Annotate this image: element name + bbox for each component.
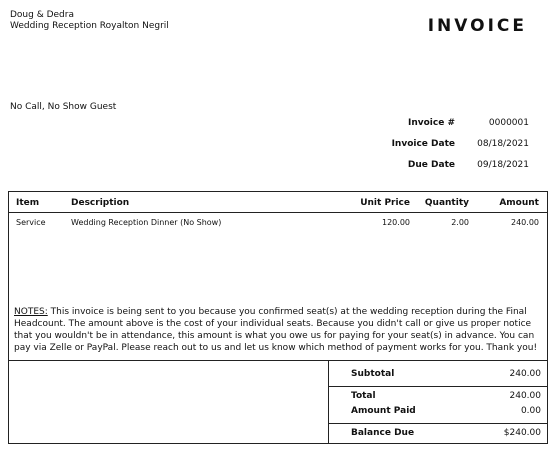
total-value: 240.00 [509, 391, 541, 401]
sender-name: Doug & Dedra [10, 10, 74, 20]
header-item: Item [16, 198, 40, 208]
balance-due-row [329, 424, 547, 442]
invoice-title: INVOICE [427, 16, 527, 36]
cell-description: Wedding Reception Dinner (No Show) [71, 218, 222, 227]
cell-quantity: 2.00 [451, 218, 469, 227]
sender-block [10, 10, 169, 32]
table-row [9, 218, 547, 232]
cell-unit-price: 120.00 [382, 218, 410, 227]
balance-due-label: Balance Due [351, 428, 415, 438]
due-date-label: Due Date [407, 159, 455, 170]
invoice-number-value: 0000001 [488, 117, 529, 128]
invoice-date-label: Invoice Date [391, 138, 455, 149]
header-description: Description [71, 198, 130, 208]
sender-event: Wedding Reception Royalton Negril [10, 21, 169, 31]
totals-section [8, 361, 548, 444]
due-date-value: 09/18/2021 [477, 159, 529, 170]
invoice-number-row [335, 112, 529, 133]
invoice-number-label: Invoice # [407, 117, 455, 128]
subtotal-row [329, 365, 547, 383]
amount-paid-row [329, 402, 547, 420]
line-items-table [8, 191, 548, 361]
due-date-row [335, 154, 529, 175]
cell-item: Service [16, 218, 46, 227]
subtotal-value: 240.00 [509, 369, 541, 379]
totals-panel [328, 361, 547, 443]
subtotal-label: Subtotal [351, 369, 395, 379]
cell-amount: 240.00 [511, 218, 539, 227]
header-quantity: Quantity [424, 198, 469, 208]
invoice-meta [335, 112, 529, 175]
notes-text: This invoice is being sent to you because you confirmed seat(s) at the wedding reception during the Final Headcount. The amount above is the cost of your individual seats. Because you didn't call or give us proper notice that you wouldn't be in attendance, this amount is what you owe us for paying for your seat(s) in advance. You can pay via Zelle or PayPal. Please reach out to us and let us know which method of payment works for you. Thank you! [14, 307, 538, 353]
bill-to: No Call, No Show Guest [10, 102, 117, 112]
header-amount: Amount [499, 198, 539, 208]
invoice-date-row [335, 133, 529, 154]
balance-due-value: $240.00 [503, 428, 541, 438]
invoice-date-value: 08/18/2021 [477, 138, 529, 149]
amount-paid-label: Amount Paid [351, 406, 416, 416]
notes-label: NOTES: [14, 307, 48, 317]
header-unit-price: Unit Price [360, 198, 410, 208]
total-label: Total [351, 391, 376, 401]
table-header [9, 192, 547, 213]
amount-paid-value: 0.00 [520, 406, 541, 416]
notes [14, 306, 540, 354]
